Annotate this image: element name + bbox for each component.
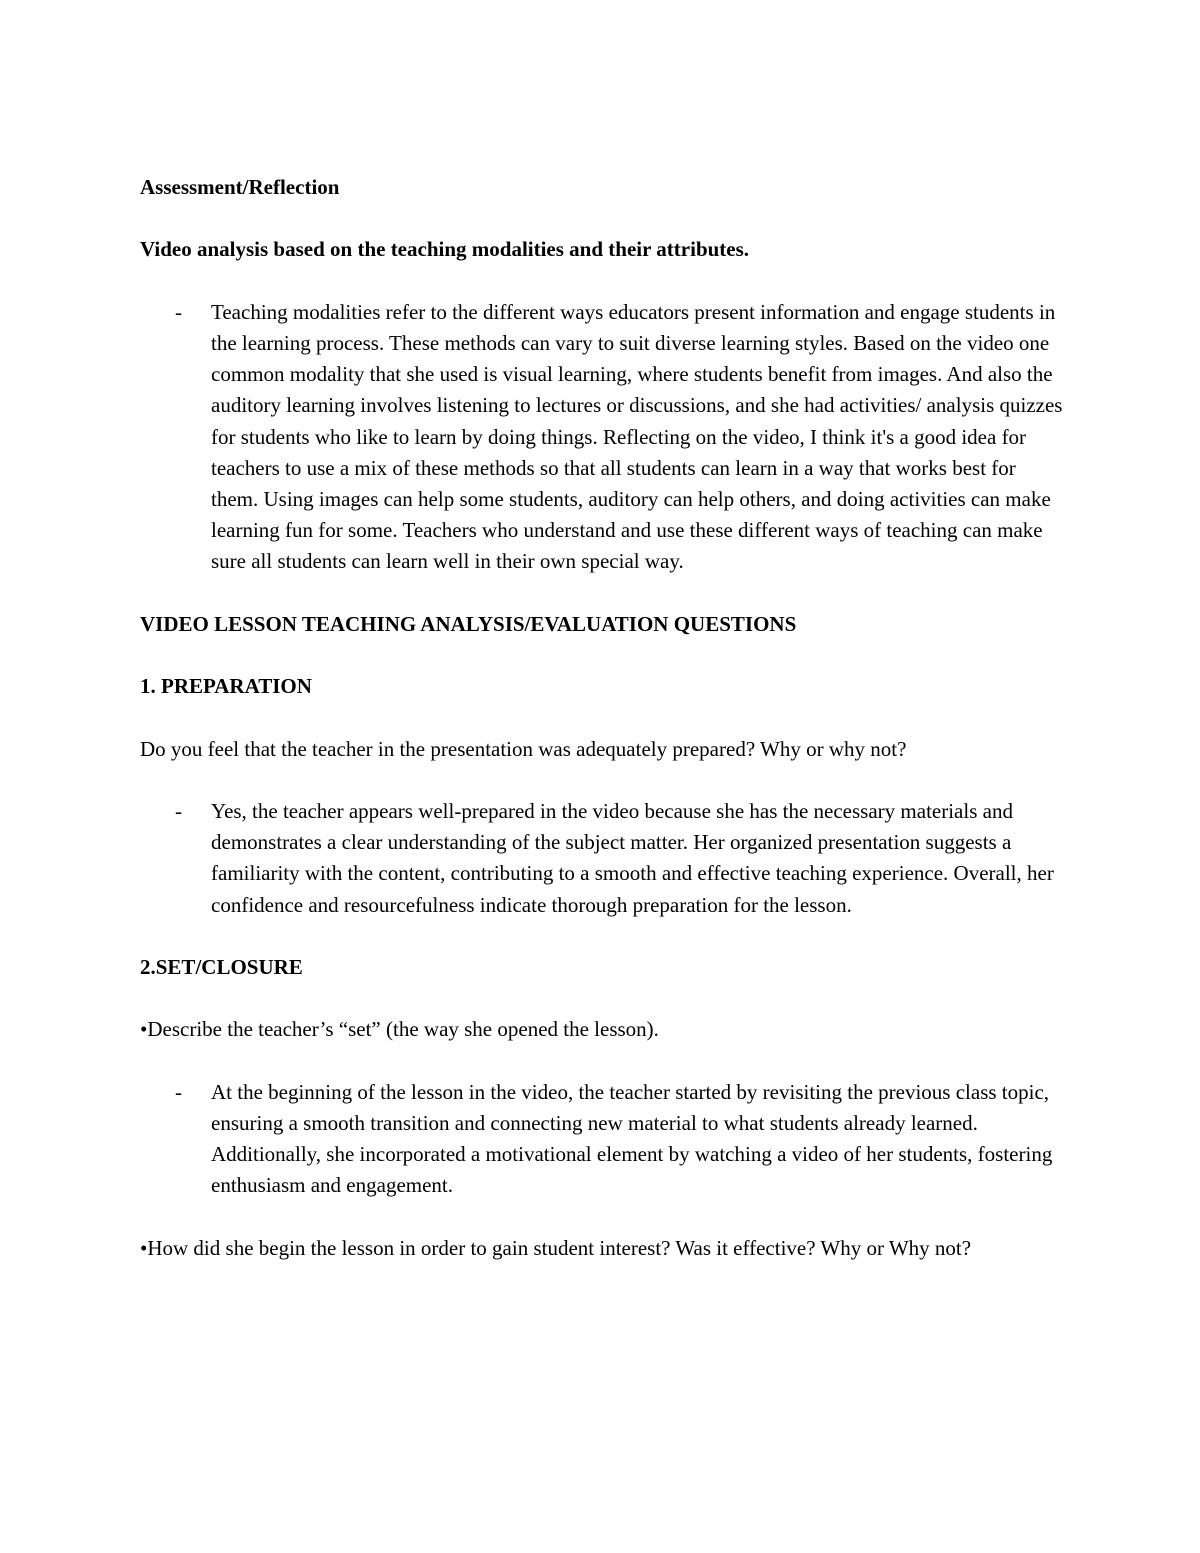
spacer (140, 921, 1065, 952)
spacer (140, 1202, 1065, 1233)
dash-bullet: - (175, 299, 182, 324)
spacer (140, 640, 1065, 671)
modalities-answer-item (140, 297, 1065, 578)
modalities-answer-text: Teaching modalities refer to the different ways educators present information and engage students in the learning process. These methods can vary to suit diverse learning styles. Based on the video one common modality that she used is visual learning, where students benefit from images. And also the auditory learning involves listening to lectures or discussions, and she had activities/ analysis quizzes for students who like to learn by doing things. Reflecting on the video, I think it's a good idea for teachers to use a mix of these methods so that all students can learn in a way that works best for them. Using images can help some students, auditory can help others, and doing activities can make learning fun for some. Teachers who understand and use these different ways of teaching can make sure all students can learn well in their own special way. (211, 299, 1063, 574)
set-closure-heading: 2.SET/CLOSURE (140, 954, 303, 979)
set-answer-item (140, 1077, 1065, 1202)
preparation-question: Do you feel that the teacher in the presentation was adequately prepared? Why or why not? (140, 736, 907, 761)
dash-bullet: - (175, 1079, 182, 1104)
set-question: •Describe the teacher’s “set” (the way she opened the lesson). (140, 1017, 659, 1042)
dash-bullet: - (175, 798, 182, 823)
preparation-heading: 1. PREPARATION (140, 674, 312, 699)
spacer (140, 203, 1065, 234)
document-page (140, 172, 1065, 1264)
set-answer-text: At the beginning of the lesson in the video, the teacher started by revisiting the previous class topic, ensuring a smooth transition and connecting new material to what students already learned. Additionally, she incorporated a motivational element by watching a video of her students, fostering enthusiasm and engagement. (211, 1079, 1053, 1198)
spacer (140, 578, 1065, 609)
spacer (140, 266, 1065, 297)
spacer (140, 765, 1065, 796)
spacer (140, 1046, 1065, 1077)
spacer (140, 983, 1065, 1014)
assessment-heading: Assessment/Reflection (140, 175, 340, 199)
student-interest-question: •How did she begin the lesson in order to gain student interest? Was it effective? Why or Why not? (140, 1235, 972, 1260)
preparation-answer-text: Yes, the teacher appears well-prepared in the video because she has the necessary materials and demonstrates a clear understanding of the subject matter. Her organized presentation suggests a familiarity with the content, contributing to a smooth and effective teaching experience. Overall, her confidence and resourcefulness indicate thorough preparation for the lesson. (211, 798, 1054, 917)
spacer (140, 702, 1065, 733)
preparation-answer-item (140, 796, 1065, 921)
evaluation-questions-heading: VIDEO LESSON TEACHING ANALYSIS/EVALUATION QUESTIONS (140, 611, 797, 636)
video-analysis-subheading: Video analysis based on the teaching modalities and their attributes. (140, 237, 750, 262)
